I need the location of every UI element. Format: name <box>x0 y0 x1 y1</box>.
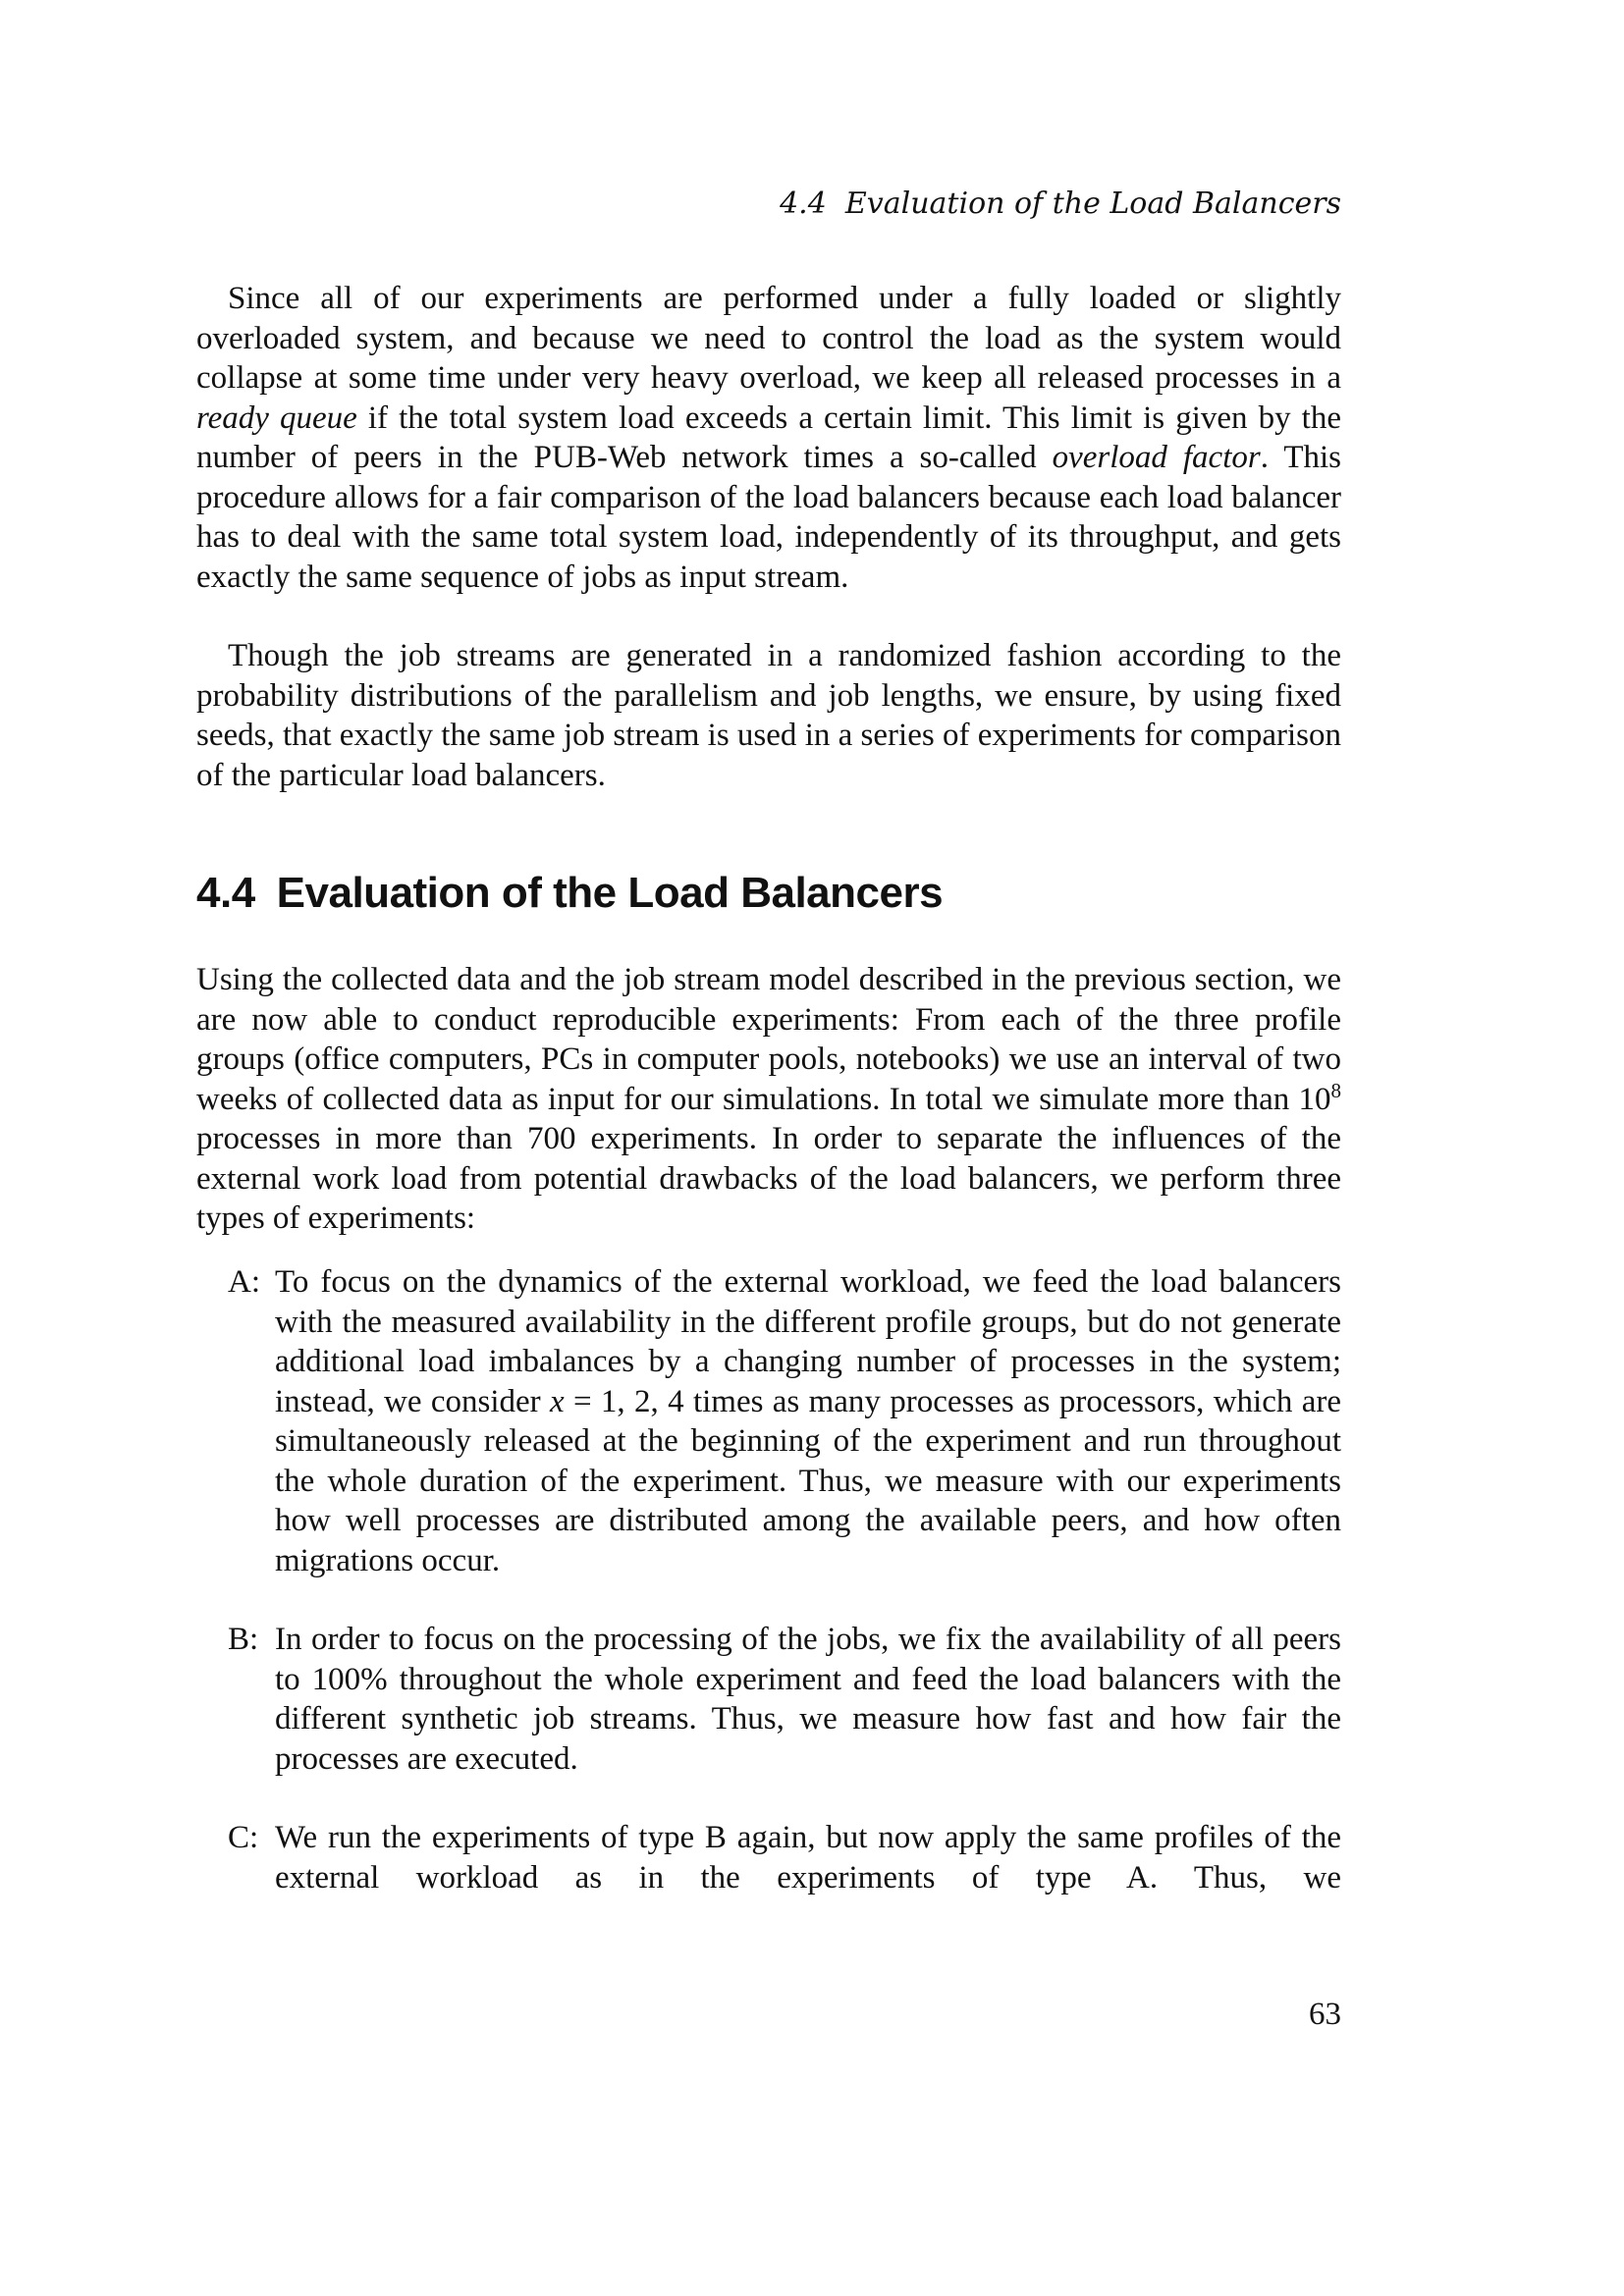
paragraph-experiments-intro <box>196 960 1341 1239</box>
page-number: 63 <box>1309 1997 1341 2032</box>
list-marker: A: <box>228 1264 260 1300</box>
text-run: Since all of our experiments are performed under a fully loaded or slightly overloaded system, and because we need to control the load as the system would collapse at some time under very heavy overload, we keep all released processes in a <box>196 281 1341 396</box>
running-head <box>780 185 1341 224</box>
paragraph-job-streams <box>196 636 1341 795</box>
paragraph-text: Though the job streams are generated in a randomized fashion according to the probability distributions of the parallelism and job lengths, we ensure, by using fixed seeds, that exactly the same job stream is used in a series of experiments for comparison of the particular load balancers. <box>196 638 1341 793</box>
paragraph-ready-queue <box>196 279 1341 597</box>
list-item-text: We run the experiments of type B again, but now apply the same profiles of the external workload as in the experiments of type A. Thus, we <box>275 1820 1341 1896</box>
text-run: times as many processes as processors, which are simultaneously released at the beginning of the experiment and run throughout the whole duration of the experiment. Thus, we measure with our experiments how well processes are distributed among the available peers, and how often migrations occur. <box>275 1383 1341 1578</box>
text-run: . This procedure allows for a fair comparison of the load balancers because each load balancer has to deal with the same total system load, independently of its throughput, and gets exactly the same sequence of jobs as input stream. <box>196 440 1341 595</box>
list-item-experiment-b <box>196 1620 1341 1779</box>
math-variable: x <box>550 1383 565 1419</box>
emphasis-ready-queue: ready queue <box>196 400 357 436</box>
emphasis-overload-factor: overload factor <box>1052 440 1261 475</box>
section-number: 4.4 <box>196 869 255 917</box>
running-head-title: Evaluation of the Load Balancers <box>844 187 1341 221</box>
text-run: Using the collected data and the job stream model described in the previous section, we are now able to conduct reproducible experiments: From each of the three profile groups (office computers, PCs in computer pools, notebooks) we use an interval of two weeks of collected data as input for our simulations. In total we simulate more than 10 <box>196 962 1341 1117</box>
math-values: = 1, 2, 4 <box>564 1383 684 1419</box>
running-head-number: 4.4 <box>780 187 827 221</box>
list-item-text: In order to focus on the processing of the jobs, we fix the availability of all peers to 100% throughout the whole experiment and feed the load balancers with the different synthetic job streams. Thus, we measure how fast and how fair the processes are executed. <box>275 1622 1341 1777</box>
text-run: To focus on the dynamics of the external workload, we feed the load balancers with the measured availability in the different profile groups, but do not generate additional load imbalances by a changing number of processes in the system; instead, we consider <box>275 1264 1341 1419</box>
superscript-exponent: 8 <box>1330 1078 1341 1102</box>
section-title: Evaluation of the Load Balancers <box>276 869 944 917</box>
list-marker: B: <box>228 1622 259 1657</box>
text-run: processes in more than 700 experiments. In order to separate the influences of the external work load from potential drawbacks of the load balancers, we perform three types of experiments: <box>196 1121 1341 1236</box>
section-heading <box>196 866 943 921</box>
text-run: if the total system load exceeds a certain limit. This limit is given by the number of peers in the PUB-Web network times a so-called <box>196 400 1341 475</box>
list-item-experiment-c <box>196 1818 1341 1897</box>
list-item-experiment-a <box>196 1262 1341 1580</box>
list-marker: C: <box>228 1820 259 1855</box>
